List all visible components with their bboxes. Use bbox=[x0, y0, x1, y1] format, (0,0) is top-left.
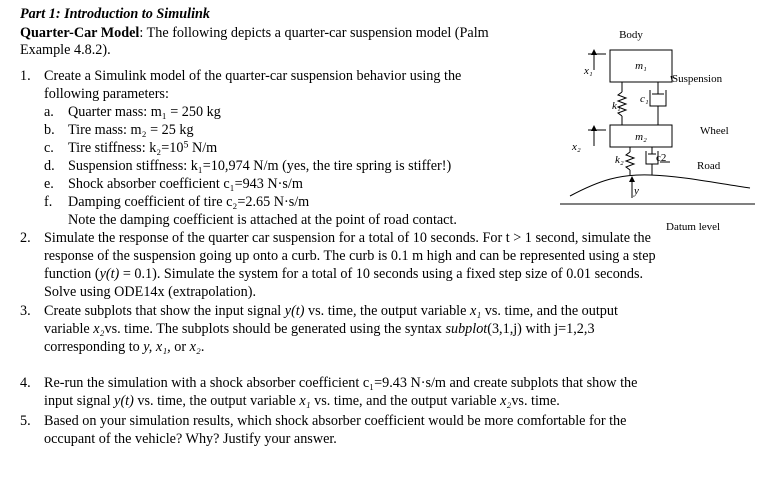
item-3-line1-b: vs. time, the output variable bbox=[304, 303, 470, 319]
item-4-x1: x₁ bbox=[299, 393, 311, 409]
item-2-line3-a: function ( bbox=[44, 266, 100, 282]
item-5-line2: occupant of the vehicle? Why? Justify your answer. bbox=[44, 431, 337, 447]
item-3-yt: y(t) bbox=[284, 303, 305, 319]
item-3-x2-b: x₂ bbox=[189, 339, 201, 355]
m1-label: m₁ bbox=[635, 60, 647, 72]
item-3-subplot-code: subplot bbox=[445, 321, 488, 337]
c2-label: c2 bbox=[656, 152, 667, 164]
param-c-exponent: 5 bbox=[183, 139, 189, 151]
item-4-line2-c: vs. time, and the output variable bbox=[310, 393, 501, 409]
item-5-line1: Based on your simulation results, which shock absorber coefficient would be more comfortable for the bbox=[44, 413, 627, 429]
item-3-line1-a: Create subplots that show the input signal bbox=[44, 303, 285, 319]
x2-label: x₂ bbox=[572, 141, 581, 153]
model-label: Quarter-Car Model bbox=[20, 25, 140, 41]
x2-arrow-head bbox=[591, 125, 597, 131]
body-label: Body bbox=[619, 29, 643, 41]
k1-label: k₁ bbox=[612, 100, 621, 112]
param-e-text: Shock absorber coefficient c₁=943 N·s/m bbox=[68, 176, 303, 192]
road-label: Road bbox=[697, 160, 721, 172]
item-1-number: 1. bbox=[20, 68, 31, 84]
item-3-line2 bbox=[44, 321, 595, 338]
item-4-line2-d: vs. time. bbox=[511, 393, 560, 409]
param-a-text: Quarter mass: m₁ = 250 kg bbox=[68, 104, 221, 120]
item-3-x1: x₁ bbox=[469, 303, 482, 319]
datum-label: Datum level bbox=[666, 221, 721, 233]
suspension-label: Suspension bbox=[672, 73, 723, 85]
param-f-letter: f. bbox=[44, 194, 53, 210]
x1-label: x₁ bbox=[584, 65, 593, 77]
model-description-line2: Example 4.8.2). bbox=[20, 42, 111, 58]
item-4-x2: x₂ bbox=[500, 393, 512, 409]
item-4-yt: y(t) bbox=[114, 393, 134, 409]
item-2-line3-b: = 0.1). Simulate the system for a total of 10 seconds using a fixed step size of 0.01 seconds. bbox=[119, 266, 644, 282]
y-label: y bbox=[634, 185, 639, 197]
model-desc-text: : The following depicts a quarter-car suspension model (Palm bbox=[139, 25, 489, 41]
part-title: Part 1: Introduction to Simulink bbox=[20, 6, 211, 22]
param-e-letter: e. bbox=[44, 176, 54, 192]
item-1-note: Note the damping coefficient is attached at the point of road contact. bbox=[68, 212, 457, 228]
item-2-line2: response of the suspension going up onto a curb. The curb is 0.1 m high and can be represented using a step bbox=[44, 248, 656, 264]
param-b-letter: b. bbox=[44, 122, 55, 138]
param-c-text-b: N/m bbox=[188, 140, 218, 156]
item-3-line2-a: variable bbox=[44, 321, 94, 337]
item-3-end: . bbox=[200, 339, 205, 355]
param-c-letter: c. bbox=[44, 140, 54, 156]
item-1-line2: following parameters: bbox=[44, 86, 169, 102]
road-profile bbox=[570, 175, 750, 196]
x1-arrow-head bbox=[591, 49, 597, 55]
item-3-line1-c: vs. time, and the output bbox=[481, 303, 618, 319]
k2-label: k₂ bbox=[615, 154, 624, 166]
item-1-line1: Create a Simulink model of the quarter-car suspension behavior using the bbox=[44, 68, 462, 84]
item-3-line2-b: vs. time. The subplots should be generated using the syntax bbox=[104, 321, 446, 337]
model-description-line1 bbox=[20, 25, 489, 42]
item-3-line1 bbox=[44, 303, 618, 320]
item-3-vars: y, x₁, bbox=[143, 339, 175, 355]
k2-spring bbox=[626, 152, 634, 170]
item-2-line4: Solve using ODE14x (extrapolation). bbox=[44, 284, 256, 300]
item-3-line2-c: (3,1,j) with j=1,2,3 bbox=[487, 321, 595, 337]
quarter-car-diagram bbox=[560, 22, 757, 238]
item-5-number: 5. bbox=[20, 413, 31, 429]
item-2-line1: Simulate the response of the quarter car suspension for a total of 10 seconds. For t > 1 second, simulate the bbox=[44, 230, 651, 246]
param-b-text: Tire mass: m₂ = 25 kg bbox=[68, 122, 194, 138]
wheel-label: Wheel bbox=[700, 125, 729, 137]
param-d-text: Suspension stiffness: k₁=10,974 N/m (yes, the tire spring is stiffer!) bbox=[68, 158, 452, 174]
item-3-line3-a: corresponding to bbox=[44, 339, 144, 355]
param-c-text bbox=[68, 140, 217, 157]
item-4-line2-b: vs. time, the output variable bbox=[133, 393, 300, 409]
item-4-line2 bbox=[44, 393, 560, 410]
item-2-line3 bbox=[44, 266, 643, 283]
param-c-text-a: Tire stiffness: k₂=10 bbox=[68, 140, 184, 156]
item-3-x2: x₂ bbox=[93, 321, 105, 337]
item-4-number: 4. bbox=[20, 375, 31, 391]
param-f-text: Damping coefficient of tire c₂=2.65 N·s/m bbox=[68, 194, 310, 210]
m2-label: m₂ bbox=[635, 131, 647, 143]
param-a-letter: a. bbox=[44, 104, 54, 120]
item-2-yt: y(t) bbox=[99, 266, 120, 282]
item-4-line1: Re-run the simulation with a shock absorber coefficient c₁=9.43 N·s/m and create subplots that show the bbox=[44, 375, 638, 391]
item-4-line2-a: input signal bbox=[44, 393, 115, 409]
param-d-letter: d. bbox=[44, 158, 55, 174]
item-3-line3 bbox=[44, 339, 204, 356]
item-3-number: 3. bbox=[20, 303, 31, 319]
item-3-or: or bbox=[174, 339, 190, 355]
item-2-number: 2. bbox=[20, 230, 31, 246]
c1-label: c₁ bbox=[640, 93, 649, 105]
y-arrow-head bbox=[629, 176, 635, 182]
